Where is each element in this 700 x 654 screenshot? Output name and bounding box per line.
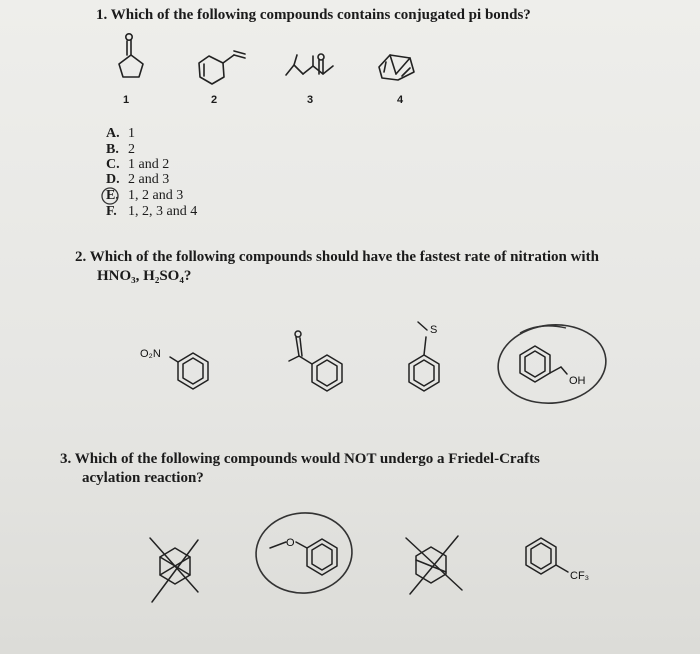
question-3-prompt-line1: 3. Which of the following compounds would NOT undergo a Friedel-Crafts bbox=[60, 451, 540, 467]
question-2-prompt-line1: 2. Which of the following compounds should have the fastest rate of nitration with bbox=[75, 249, 599, 265]
nitro-label: O₂N bbox=[140, 348, 161, 360]
option-letter: D. bbox=[106, 172, 120, 187]
compound-number-3: 3 bbox=[307, 94, 314, 106]
option-letter: B. bbox=[106, 142, 119, 157]
option-text: 2 and 3 bbox=[128, 172, 170, 187]
ether-o-label: O bbox=[286, 537, 295, 549]
option-letter: E. bbox=[106, 188, 119, 203]
question-1-prompt: 1. Which of the following compounds contains conjugated pi bonds? bbox=[96, 7, 531, 23]
q3-anisole-circled bbox=[270, 539, 337, 575]
q3-compound-1-crossed bbox=[150, 538, 198, 602]
option-text: 1 and 2 bbox=[128, 157, 170, 172]
cf3-label: CF₃ bbox=[570, 570, 590, 582]
q3-trifluoromethylbenzene bbox=[526, 538, 568, 574]
option-letter: F. bbox=[106, 204, 117, 219]
sulfur-label: S bbox=[430, 324, 438, 336]
option-letter: A. bbox=[106, 126, 120, 141]
option-text: 2 bbox=[128, 142, 135, 157]
compound-number-2: 2 bbox=[211, 94, 218, 106]
option-text: 1, 2, 3 and 4 bbox=[128, 204, 198, 219]
option-text: 1 bbox=[128, 126, 135, 141]
option-text: 1, 2 and 3 bbox=[128, 188, 184, 203]
question-2-prompt-line2: HNO₃, H₂SO₄? bbox=[97, 268, 192, 284]
option-letter: C. bbox=[106, 157, 120, 172]
compound-number-4: 4 bbox=[397, 94, 404, 106]
hydroxyl-label: OH bbox=[569, 375, 586, 387]
q3-compound-3-crossed bbox=[406, 536, 462, 594]
question-3-prompt-line2: acylation reaction? bbox=[82, 470, 204, 486]
compound-number-1: 1 bbox=[123, 94, 130, 106]
